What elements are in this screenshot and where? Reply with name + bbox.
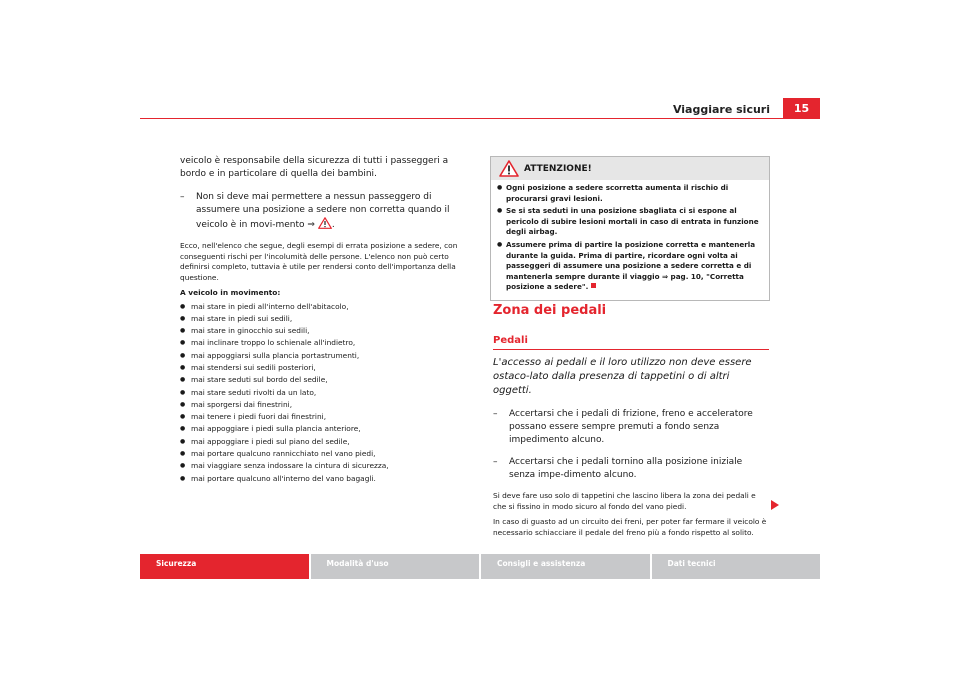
list-item: ● mai appoggiare i piedi sulla plancia anteriore, bbox=[180, 423, 470, 435]
header-rule bbox=[140, 118, 820, 119]
note-paragraph: In caso di guasto ad un circuito dei freni, per poter far fermare il veicolo è necessario schiacciare il pedale del freno più a fondo rispetto al solito. bbox=[493, 517, 767, 537]
footer-nav bbox=[140, 554, 820, 579]
warning-item bbox=[497, 240, 763, 293]
tab-consigli-e-assistenza[interactable]: Consigli e assistenza bbox=[481, 554, 650, 579]
note-paragraph: Si deve fare uso solo di tappetini che lascino libera la zona dei pedali e che si fissino in modo sicuro al fondo del vano piedi. bbox=[493, 491, 756, 511]
list-item: ● mai stare seduti rivolti da un lato, bbox=[180, 387, 470, 399]
list-item: ● mai appoggiarsi sulla plancia portastrumenti, bbox=[180, 350, 470, 362]
warning-title: ATTENZIONE! bbox=[524, 163, 592, 174]
list-item: ● mai tenere i piedi fuori dai finestrini, bbox=[180, 411, 470, 423]
warning-item: ● Se si sta seduti in una posizione sbagliata ci si espone al pericolo di subire lesioni mortali in caso di entrata in funzione degli airbag. bbox=[497, 206, 763, 238]
list-item: ● mai stare seduti sul bordo del sedile, bbox=[180, 374, 470, 386]
list-item: ● mai appoggiare i piedi sul piano del sedile, bbox=[180, 436, 470, 448]
list-item: ● mai stare in piedi all'interno dell'abitacolo, bbox=[180, 301, 470, 313]
warning-box bbox=[490, 156, 770, 301]
section-subtitle: Pedali bbox=[493, 335, 528, 346]
list-item: ● mai stare in piedi sui sedili, bbox=[180, 313, 470, 325]
running-header-title: Viaggiare sicuri bbox=[672, 103, 770, 116]
dash-item-end: . bbox=[331, 220, 335, 230]
dash-item bbox=[180, 191, 470, 232]
lead-paragraph: L'accesso ai pedali e il loro utilizzo non deve essere ostaco-lato dalla presenza di tappetini o di altri oggetti. bbox=[493, 357, 752, 396]
section-title: Zona dei pedali bbox=[493, 303, 607, 318]
list-item: ● mai stare in ginocchio sui sedili, bbox=[180, 325, 470, 337]
warning-triangle-icon bbox=[499, 160, 519, 177]
warning-item-text: Assumere prima di partire la posizione corretta e mantenerla durante la guida. Prima di partire, ricordare ogni volta ai passeggeri di assumere una posizione a sedere corretta e di mantenerla sempre durante il viaggio ⇒ pag. 10, "Corretta posizione a sedere". bbox=[506, 239, 756, 292]
warning-box-header bbox=[491, 157, 769, 180]
warning-box-body bbox=[491, 180, 769, 300]
next-page-arrow-icon[interactable] bbox=[771, 500, 779, 510]
page-number: 15 bbox=[783, 98, 820, 118]
left-column bbox=[180, 155, 470, 485]
list-item: ● mai portare qualcuno all'interno del vano bagagli. bbox=[180, 473, 470, 485]
end-of-section-icon bbox=[591, 283, 596, 288]
bullet-list bbox=[180, 301, 470, 485]
list-item: ● mai inclinare troppo lo schienale all'indietro, bbox=[180, 337, 470, 349]
dash-item-text: Non si deve mai permettere a nessun passeggero di assumere una posizione a sedere non corretta quando il veicolo è in movi-mento ⇒ bbox=[196, 192, 450, 230]
warning-triangle-icon[interactable] bbox=[318, 217, 332, 229]
list-item: ● mai viaggiare senza indossare la cintura di sicurezza, bbox=[180, 460, 470, 472]
right-column bbox=[493, 356, 769, 543]
warning-item: ● Ogni posizione a sedere scorretta aumenta il rischio di procurarsi gravi lesioni. bbox=[497, 183, 763, 204]
tab-dati-tecnici[interactable]: Dati tecnici bbox=[652, 554, 821, 579]
tab-modalita-duso[interactable]: Modalità d'uso bbox=[311, 554, 480, 579]
examples-intro: Ecco, nell'elenco che segue, degli esempi di errata posizione a sedere, con conseguenti rischi per l'incolumità delle persone. L'elenco non può certo definirsi completo, tuttavia è utile per rendersi conto dell'importanza della questione. bbox=[180, 241, 458, 282]
list-item: ● mai portare qualcuno rannicchiato nel vano piedi, bbox=[180, 448, 470, 460]
tab-sicurezza[interactable]: Sicurezza bbox=[140, 554, 309, 579]
list-item: ● mai sporgersi dai finestrini, bbox=[180, 399, 470, 411]
intro-paragraph: veicolo è responsabile della sicurezza di tutti i passeggeri a bordo e in particolare di quella dei bambini. bbox=[180, 156, 449, 179]
list-title: A veicolo in movimento: bbox=[180, 288, 281, 297]
dash-item: – Accertarsi che i pedali di frizione, freno e acceleratore possano essere sempre premuti a fondo senza impedimento alcuno. bbox=[493, 408, 769, 447]
dash-item: – Accertarsi che i pedali tornino alla posizione iniziale senza impe-dimento alcuno. bbox=[493, 456, 769, 482]
list-item: ● mai stendersi sui sedili posteriori, bbox=[180, 362, 470, 374]
subtitle-rule bbox=[493, 349, 769, 350]
